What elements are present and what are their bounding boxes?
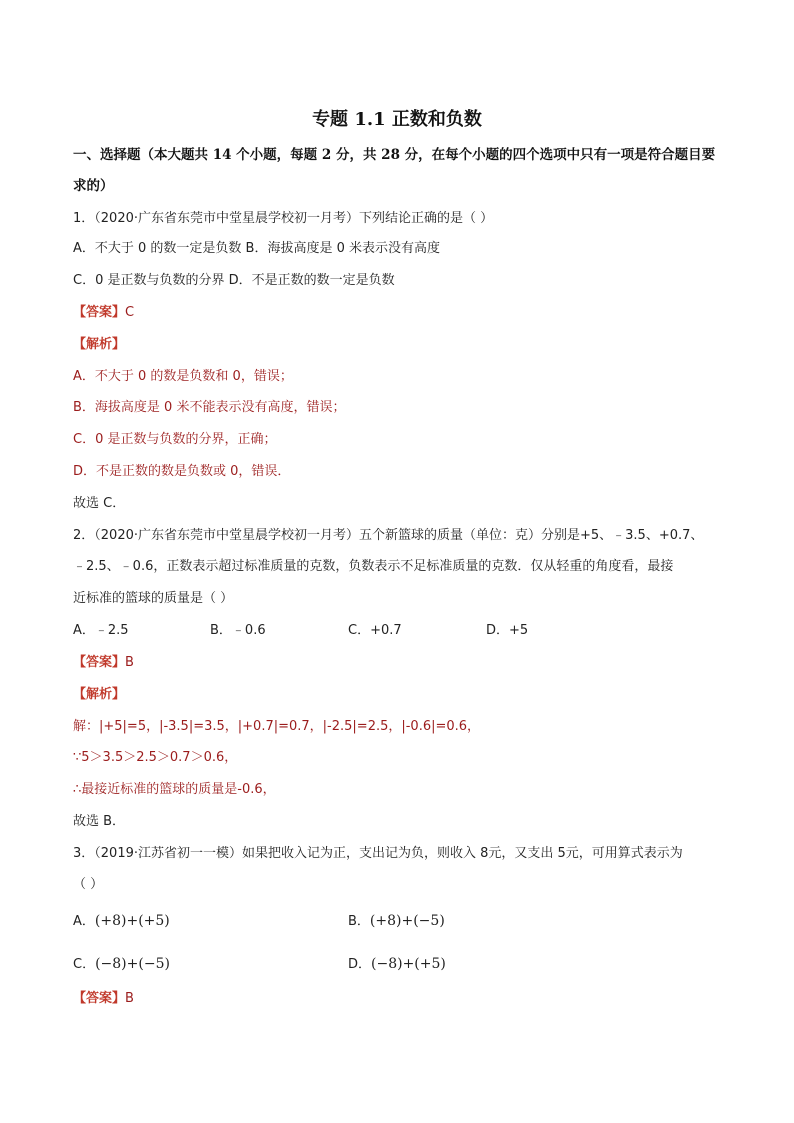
q1-analysis-b: B．海拔高度是 0 米不能表示没有高度，错误； [73, 400, 346, 415]
q3-option-c [73, 955, 170, 974]
q1-options-line1: A．不大于 0 的数一定是负数 B．海拔高度是 0 米表示没有高度 [73, 241, 441, 256]
q3-option-d [348, 955, 446, 974]
q1-answer-label: 【答案】 [73, 305, 126, 320]
q3-option-d-letter: D． [348, 957, 372, 972]
q2-stem-line3: 近标准的篮球的质量是（ ） [73, 591, 234, 606]
q2-answer [73, 654, 134, 672]
q3-option-a [73, 912, 170, 931]
q2-analysis-line2: ∵5＞3.5＞2.5＞0.7＞0.6， [73, 750, 238, 765]
q1-answer-value: C [125, 305, 135, 320]
q1-stem: 1．（2020·广东省东莞市中堂星晨学校初一月考）下列结论正确的是（ ） [73, 211, 494, 226]
q2-option-b: B．﹣0.6 [210, 623, 266, 638]
q2-answer-value: B [125, 655, 134, 670]
q1-analysis-c: C．0 是正数与负数的分界，正确； [73, 432, 277, 447]
q3-option-a-letter: A． [73, 914, 95, 929]
q3-option-b [348, 912, 445, 931]
q3-answer-value: B [125, 991, 134, 1006]
q2-analysis-label: 【解析】 [73, 687, 126, 702]
section-heading-line1: 一、选择题（本大题共 14 个小题，每题 2 分，共 28 分，在每个小题的四个选项中只有一项是符合题目要 [73, 147, 716, 163]
section-heading-line2: 求的） [73, 178, 114, 194]
q2-option-d: D．+5 [486, 623, 529, 638]
q1-analysis-d: D．不是正数的数是负数或 0，错误． [73, 464, 291, 479]
q2-answer-label: 【答案】 [73, 655, 126, 670]
q3-option-b-letter: B． [348, 914, 370, 929]
q3-option-d-expr: (−8)+(+5) [371, 956, 446, 972]
q3-answer [73, 990, 134, 1008]
q3-option-c-expr: (−8)+(−5) [95, 956, 170, 972]
q2-conclusion: 故选 B． [73, 814, 126, 829]
q2-analysis-line3: ∴最接近标准的篮球的质量是-0.6， [73, 782, 276, 797]
q2-stem-line2: ﹣2.5、﹣0.6，正数表示超过标准质量的克数，负数表示不足标准质量的克数．仅从轻重的角度看，最接 [73, 559, 674, 574]
q1-answer [73, 304, 134, 322]
q2-option-a: A．﹣2.5 [73, 623, 129, 638]
q1-analysis-label: 【解析】 [73, 337, 126, 352]
q3-stem-line1: 3．（2019·江苏省初一一模）如果把收入记为正，支出记为负，则收入 8元，又支出 5元，可用算式表示为 [73, 846, 683, 861]
q3-option-b-expr: (+8)+(−5) [369, 913, 445, 929]
q2-option-c: C．+0.7 [348, 623, 402, 638]
q2-analysis-line1: 解：|+5|=5，|-3.5|=3.5，|+0.7|=0.7，|-2.5|=2.5，|-0.6|=0.6， [73, 719, 481, 734]
q1-options-line2: C．0 是正数与负数的分界 D．不是正数的数一定是负数 [73, 273, 395, 288]
q3-stem-line2: （ ） [73, 877, 104, 892]
q1-conclusion: 故选 C． [73, 496, 126, 511]
q3-option-c-letter: C． [73, 957, 96, 972]
q3-option-a-expr: (+8)+(+5) [94, 913, 170, 929]
q2-stem-line1: 2．（2020·广东省东莞市中堂星晨学校初一月考）五个新篮球的质量（单位：克）分别是+5、﹣3.5、+0.7、 [73, 528, 704, 543]
page-title: 专题 1.1 正数和负数 [312, 109, 482, 130]
q3-answer-label: 【答案】 [73, 991, 126, 1006]
q1-analysis-a: A．不大于 0 的数是负数和 0，错误； [73, 369, 293, 384]
